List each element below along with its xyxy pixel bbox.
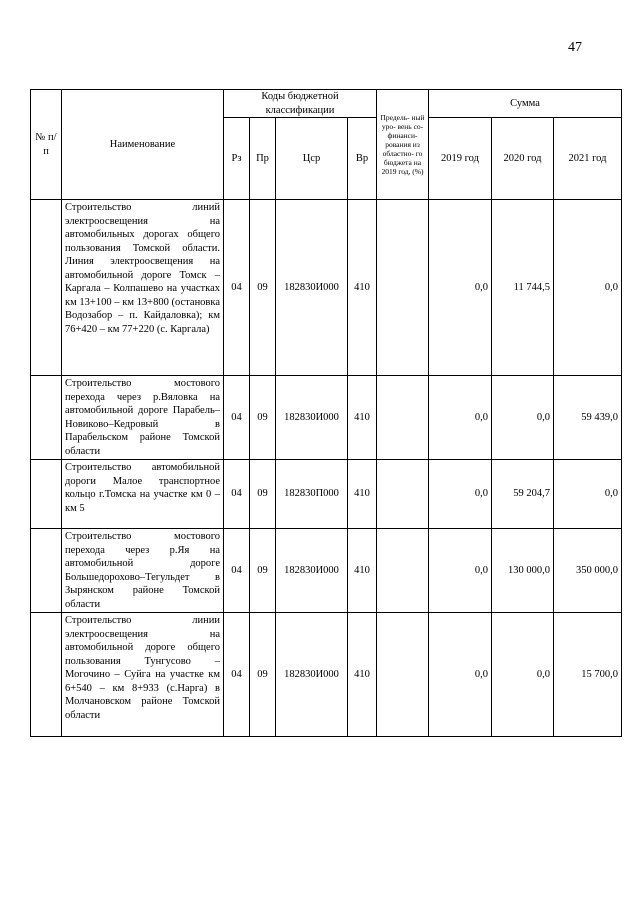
row-vr: 410	[348, 613, 377, 737]
header-2021: 2021 год	[554, 118, 622, 200]
row-name: Строительство автомобильной дороги Малое транспортное кольцо г.Томска на участке км 0 – км 5	[62, 460, 224, 529]
row-2019: 0,0	[429, 613, 492, 737]
row-rz: 04	[224, 460, 250, 529]
row-2020: 130 000,0	[492, 529, 554, 613]
row-name: Строительство мостового перехода через р.Вяловка на автомобильной дороге Парабель–Новиково–Кедровый в Парабельском районе Томской области	[62, 376, 224, 460]
header-codes-group: Коды бюджетной классификации	[224, 90, 377, 118]
header-sum-group: Сумма	[429, 90, 622, 118]
table-row	[31, 460, 622, 529]
row-share	[377, 460, 429, 529]
row-2019: 0,0	[429, 200, 492, 376]
header-pr: Пр	[250, 118, 276, 200]
row-rz: 04	[224, 529, 250, 613]
row-share	[377, 529, 429, 613]
row-csr: 182830И000	[276, 200, 348, 376]
header-name: Наименование	[62, 90, 224, 200]
row-2020: 0,0	[492, 376, 554, 460]
table-row	[31, 613, 622, 737]
row-pr: 09	[250, 529, 276, 613]
header-vr: Вр	[348, 118, 377, 200]
row-pr: 09	[250, 613, 276, 737]
row-2020: 59 204,7	[492, 460, 554, 529]
page-number: 47	[568, 40, 582, 55]
row-vr: 410	[348, 529, 377, 613]
row-num	[31, 376, 62, 460]
row-name: Строительство линий электроосвещения на автомобильных дорогах общего пользования Томской области. Линия электроосвещения на автомобильной дороге Томск – Каргала – Колпашево на участках км 13+100 – км 13+800 (остановка Водозабор – п. Кайдаловка); км 76+420 – км 77+220 (с. Каргала)	[62, 200, 224, 376]
row-share	[377, 613, 429, 737]
table-row	[31, 200, 622, 376]
row-2020: 0,0	[492, 613, 554, 737]
row-2021: 15 700,0	[554, 613, 622, 737]
row-rz: 04	[224, 376, 250, 460]
row-rz: 04	[224, 613, 250, 737]
row-2019: 0,0	[429, 460, 492, 529]
row-2021: 350 000,0	[554, 529, 622, 613]
row-num	[31, 200, 62, 376]
row-vr: 410	[348, 460, 377, 529]
row-name: Строительство линии электроосвещения на автомобильной дороге общего пользования Тунгусово – Могочино – Суйга на участке км 6+540 – км 8+933 (с.Нарга) в Молчановском районе Томской области	[62, 613, 224, 737]
header-2019: 2019 год	[429, 118, 492, 200]
row-share	[377, 376, 429, 460]
row-vr: 410	[348, 200, 377, 376]
header-2020: 2020 год	[492, 118, 554, 200]
header-num: № п/п	[31, 90, 62, 200]
row-2021: 0,0	[554, 460, 622, 529]
row-num	[31, 460, 62, 529]
row-2021: 59 439,0	[554, 376, 622, 460]
row-2020: 11 744,5	[492, 200, 554, 376]
table-row	[31, 376, 622, 460]
header-rz: Рз	[224, 118, 250, 200]
row-2019: 0,0	[429, 376, 492, 460]
row-2021: 0,0	[554, 200, 622, 376]
header-csr: Цср	[276, 118, 348, 200]
row-rz: 04	[224, 200, 250, 376]
row-num	[31, 613, 62, 737]
row-pr: 09	[250, 200, 276, 376]
row-2019: 0,0	[429, 529, 492, 613]
row-num	[31, 529, 62, 613]
header-share: Предель- ный уро- вень со- финанси- рования из областно- го бюджета на 2019 год, (%)	[377, 90, 429, 200]
row-csr: 182830И000	[276, 529, 348, 613]
row-pr: 09	[250, 376, 276, 460]
row-csr: 182830И000	[276, 376, 348, 460]
row-csr: 182830П000	[276, 460, 348, 529]
row-name: Строительство мостового перехода через р.Яя на автомобильной дороге Большедорохово–Тегульдет в Зырянском районе Томской области	[62, 529, 224, 613]
table-row	[31, 529, 622, 613]
row-share	[377, 200, 429, 376]
row-pr: 09	[250, 460, 276, 529]
row-csr: 182830И000	[276, 613, 348, 737]
budget-table	[30, 89, 622, 737]
row-vr: 410	[348, 376, 377, 460]
